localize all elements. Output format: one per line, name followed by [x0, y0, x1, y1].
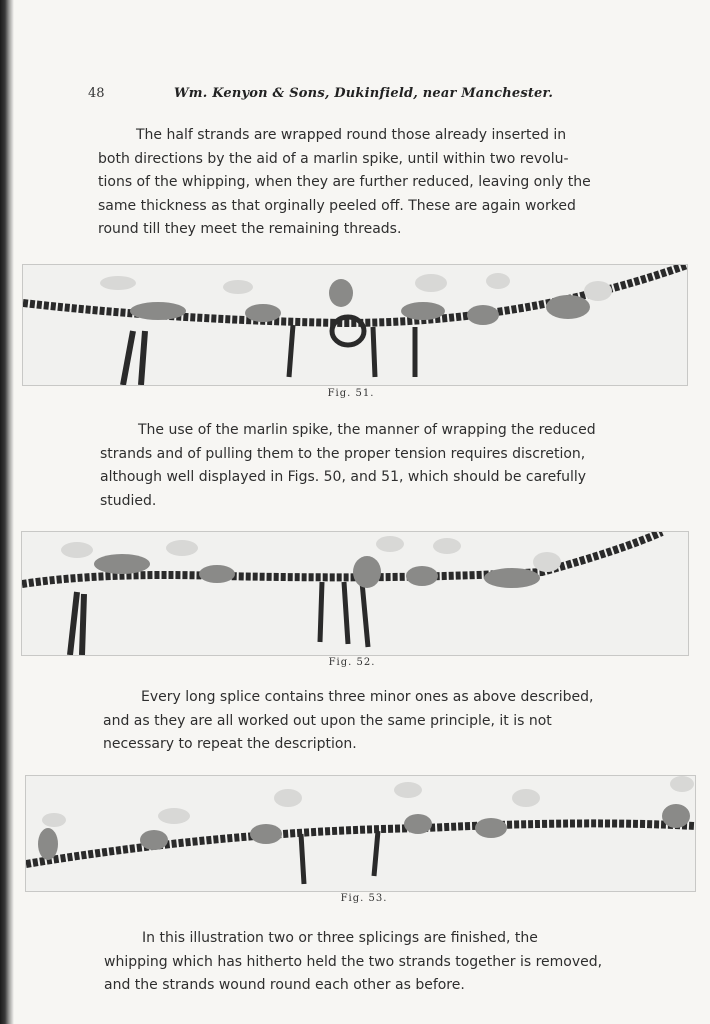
- paragraph-4: [104, 927, 612, 998]
- figure-52-illustration: [21, 531, 689, 656]
- figure-53-caption: Fig. 53.: [340, 893, 388, 904]
- paragraph-line: although well displayed in Figs. 50, and 51, which should be carefully: [100, 469, 587, 485]
- paragraph-line: whipping which has hitherto held the two strands together is removed,: [104, 953, 603, 970]
- paragraph-line: The use of the marlin spike, the manner of wrapping the reduced: [138, 422, 596, 438]
- paragraph-line: round till they meet the remaining threads.: [98, 221, 402, 237]
- paragraph-line: and the strands wound round each other as before.: [104, 977, 465, 993]
- paragraph-2: [100, 419, 609, 513]
- figure-51-illustration: [22, 264, 688, 386]
- paragraph-3: [103, 686, 611, 757]
- paragraph-line: strands and of pulling them to the proper tension requires discretion,: [100, 445, 586, 462]
- paragraph-line: tions of the whipping, when they are further reduced, leaving only the: [98, 174, 591, 190]
- paragraph-line: studied.: [100, 492, 157, 509]
- figure-53-illustration: [25, 775, 696, 892]
- paragraph-line: The half strands are wrapped round those already inserted in: [136, 127, 567, 143]
- paragraph-line: Every long splice contains three minor ones as above described,: [141, 689, 594, 705]
- paragraph-line: necessary to repeat the description.: [103, 736, 357, 752]
- page-number: 48: [88, 86, 105, 101]
- paragraph-1: [98, 124, 606, 242]
- page-binding-edge: [0, 0, 14, 1024]
- figure-51-caption: Fig. 51.: [327, 388, 375, 399]
- paragraph-line: both directions by the aid of a marlin spike, until within two revolu-: [98, 150, 569, 167]
- figure-52-caption: Fig. 52.: [328, 657, 376, 668]
- paragraph-line: and as they are all worked out upon the same principle, it is not: [103, 712, 552, 729]
- paragraph-line: same thickness as that orginally peeled off. These are again worked: [98, 197, 576, 214]
- running-title: Wm. Kenyon & Sons, Dukinfield, near Manchester.: [174, 86, 554, 101]
- paragraph-line: In this illustration two or three splicings are finished, the: [142, 930, 538, 946]
- page-header: [0, 86, 710, 108]
